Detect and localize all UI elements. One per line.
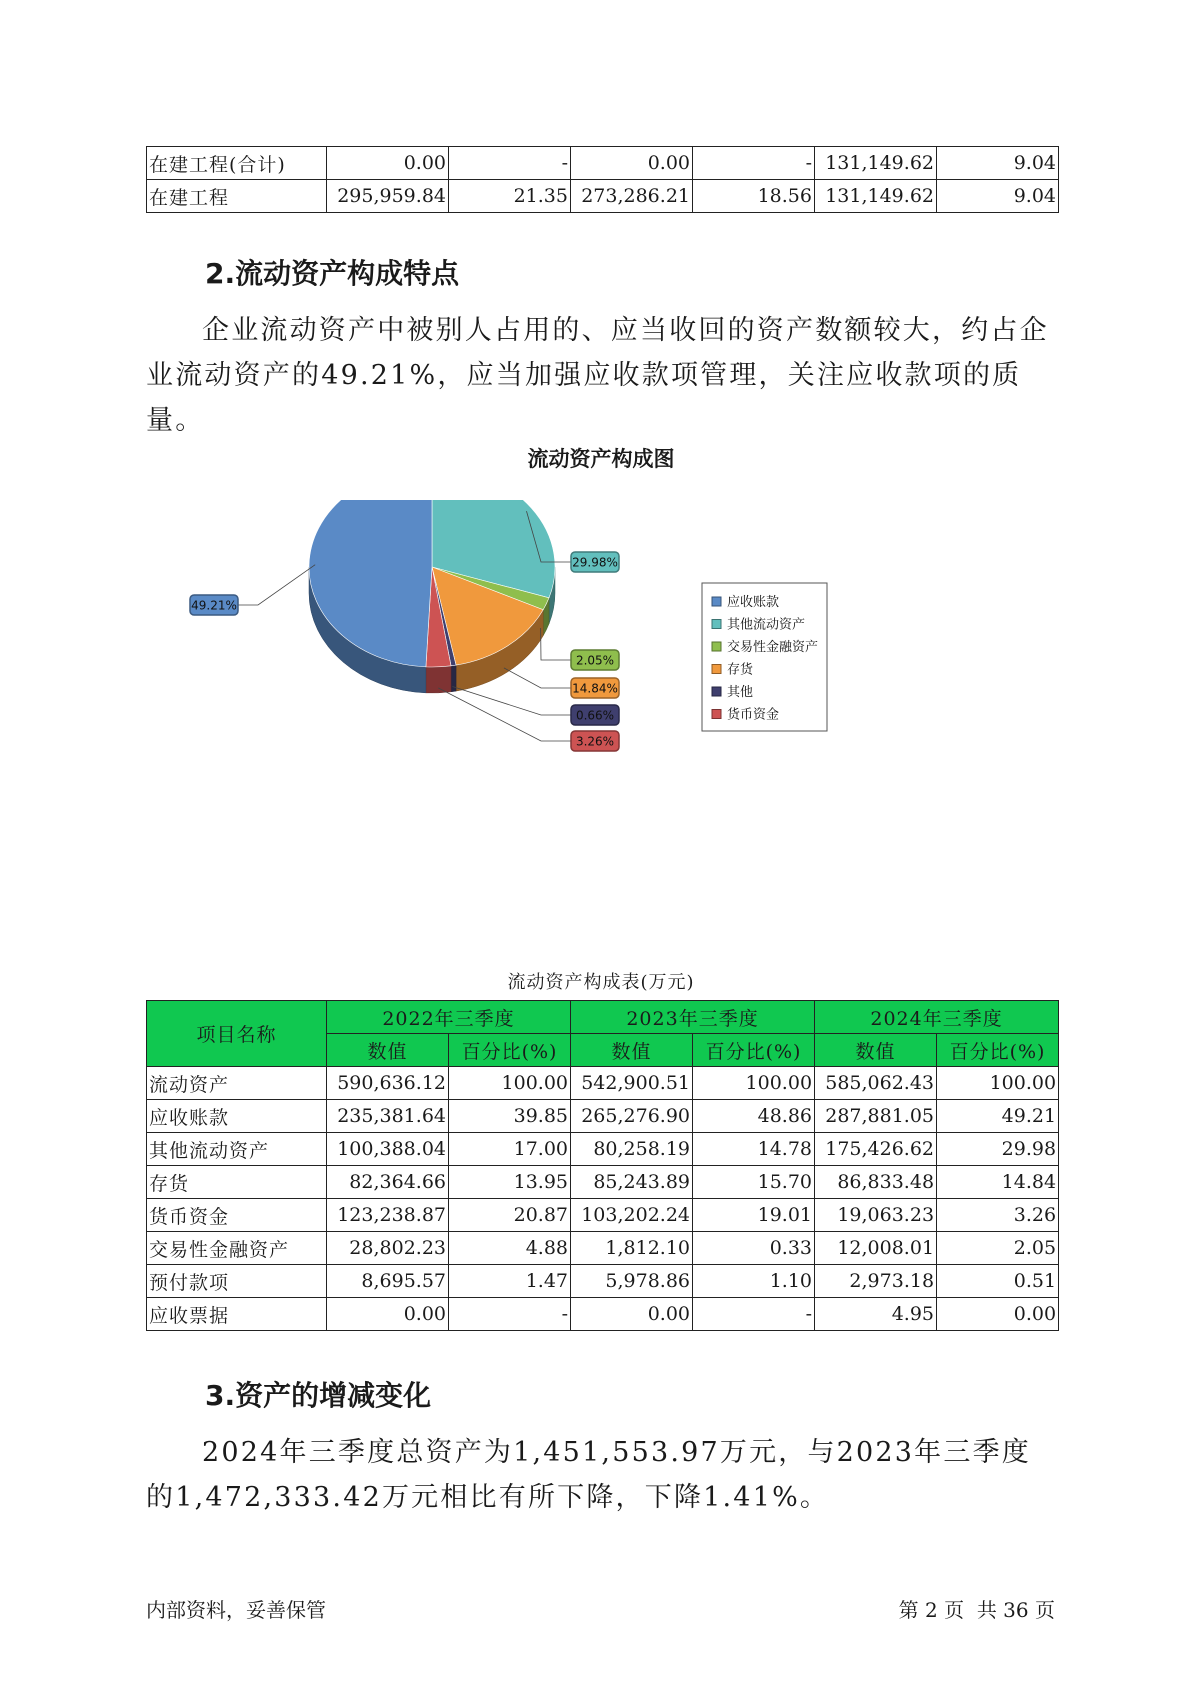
leader-line: [438, 688, 571, 741]
table-cell: 39.85: [449, 1100, 571, 1133]
table-cell: 590,636.12: [327, 1067, 449, 1100]
row-label: 预付款项: [147, 1265, 327, 1298]
construction-table-body: [147, 147, 1059, 213]
table-cell: 0.00: [327, 1298, 449, 1331]
table-cell: 12,008.01: [815, 1232, 937, 1265]
subheader-value: 数值: [815, 1034, 937, 1067]
table-row: [147, 1199, 1059, 1232]
table-cell: -: [449, 147, 571, 180]
data-label: 29.98%: [572, 555, 618, 570]
table-cell: 85,243.89: [571, 1166, 693, 1199]
table-cell: 82,364.66: [327, 1166, 449, 1199]
table-cell: -: [449, 1298, 571, 1331]
table-cell: 48.86: [693, 1100, 815, 1133]
header-year-2024: 2024年三季度: [815, 1001, 1059, 1034]
table-cell: 13.95: [449, 1166, 571, 1199]
table-row: [147, 1298, 1059, 1331]
table-cell: 100,388.04: [327, 1133, 449, 1166]
row-label: 存货: [147, 1166, 327, 1199]
table-cell: 131,149.62: [815, 147, 937, 180]
table-cell: 100.00: [449, 1067, 571, 1100]
subheader-percent: 百分比(%): [937, 1034, 1059, 1067]
row-label: 应收账款: [147, 1100, 327, 1133]
footer-page-number: 第 2 页 共 36 页: [898, 1598, 1055, 1622]
table-cell: 0.00: [327, 147, 449, 180]
table-cell: 4.95: [815, 1298, 937, 1331]
leader-line: [238, 565, 315, 605]
table-cell: 123,238.87: [327, 1199, 449, 1232]
legend-swatch: [712, 620, 721, 629]
data-label: 49.21%: [191, 598, 237, 613]
table-cell: 86,833.48: [815, 1166, 937, 1199]
table-cell: -: [693, 1298, 815, 1331]
leader-line: [452, 687, 571, 715]
table-cell: 9.04: [937, 180, 1059, 213]
header-year-2023: 2023年三季度: [571, 1001, 815, 1034]
leader-line: [504, 668, 571, 688]
table-cell: 273,286.21: [571, 180, 693, 213]
table-cell: 2,973.18: [815, 1265, 937, 1298]
table-cell: 9.04: [937, 147, 1059, 180]
row-label: 应收票据: [147, 1298, 327, 1331]
table-cell: 265,276.90: [571, 1100, 693, 1133]
table-cell: 14.84: [937, 1166, 1059, 1199]
legend-swatch: [712, 597, 721, 606]
table-cell: 8,695.57: [327, 1265, 449, 1298]
table-cell: 100.00: [693, 1067, 815, 1100]
footer-left: 内部资料，妥善保管: [146, 1598, 326, 1622]
table-cell: 0.00: [937, 1298, 1059, 1331]
table-cell: 49.21: [937, 1100, 1059, 1133]
current-assets-table: [146, 1000, 1059, 1331]
pie-slice-side: [426, 666, 451, 693]
table-header-row: [147, 1001, 1059, 1034]
subheader-value: 数值: [327, 1034, 449, 1067]
section-2-heading: 2.流动资产构成特点: [205, 257, 460, 290]
table-row: [147, 1232, 1059, 1265]
legend-label: 交易性金融资产: [727, 640, 819, 655]
table-cell: 295,959.84: [327, 180, 449, 213]
section-2-paragraph: 企业流动资产中被别人占用的、应当收回的资产数额较大，约占企业流动资产的49.21%，应当加强应收款项管理，关注应收款项的质量。: [146, 315, 1049, 436]
table-cell: 14.78: [693, 1133, 815, 1166]
table-cell: 28,802.23: [327, 1232, 449, 1265]
legend-label: 存货: [727, 662, 754, 678]
table-cell: 2.05: [937, 1232, 1059, 1265]
table-row: [147, 180, 1059, 213]
leader-line: [541, 628, 571, 660]
table-cell: 19.01: [693, 1199, 815, 1232]
table-cell: 131,149.62: [815, 180, 937, 213]
table-row: [147, 1133, 1059, 1166]
table-cell: 18.56: [693, 180, 815, 213]
table-row: [147, 1265, 1059, 1298]
table-cell: 20.87: [449, 1199, 571, 1232]
row-label: 流动资产: [147, 1067, 327, 1100]
data-label: 3.26%: [575, 734, 615, 749]
header-year-2022: 2022年三季度: [327, 1001, 571, 1034]
legend-label: 应收账款: [727, 595, 780, 610]
construction-table: [146, 146, 1059, 213]
row-label: 在建工程: [147, 180, 327, 213]
legend-label: 其他: [727, 685, 754, 700]
row-label: 其他流动资产: [147, 1133, 327, 1166]
table-cell: 235,381.64: [327, 1100, 449, 1133]
current-assets-table-body: [147, 1067, 1059, 1331]
legend-label: 其他流动资产: [727, 617, 806, 633]
table-row: [147, 1067, 1059, 1100]
subheader-percent: 百分比(%): [449, 1034, 571, 1067]
table-cell: 287,881.05: [815, 1100, 937, 1133]
section-3-heading: 3.资产的增减变化: [205, 1379, 432, 1412]
table-cell: 80,258.19: [571, 1133, 693, 1166]
legend-label: 货币资金: [727, 707, 780, 723]
table-cell: 4.88: [449, 1232, 571, 1265]
subheader-percent: 百分比(%): [693, 1034, 815, 1067]
table-cell: 1.10: [693, 1265, 815, 1298]
table-cell: 100.00: [937, 1067, 1059, 1100]
row-label: 在建工程(合计): [147, 147, 327, 180]
table-row: [147, 1100, 1059, 1133]
data-label: 14.84%: [572, 681, 618, 696]
legend-swatch: [712, 665, 721, 674]
table-cell: 0.51: [937, 1265, 1059, 1298]
legend-swatch: [712, 687, 721, 696]
table-cell: 585,062.43: [815, 1067, 937, 1100]
row-label: 交易性金融资产: [147, 1232, 327, 1265]
table-cell: 21.35: [449, 180, 571, 213]
subheader-value: 数值: [571, 1034, 693, 1067]
section-3-paragraph: 2024年三季度总资产为1,451,553.97万元，与2023年三季度的1,472,333.42万元相比有所下降，下降1.41%。: [146, 1437, 1031, 1513]
table-cell: 29.98: [937, 1133, 1059, 1166]
table-cell: 19,063.23: [815, 1199, 937, 1232]
table-cell: 3.26: [937, 1199, 1059, 1232]
table-row: [147, 1166, 1059, 1199]
table-cell: 5,978.86: [571, 1265, 693, 1298]
legend-swatch: [712, 642, 721, 651]
table-cell: 1.47: [449, 1265, 571, 1298]
table-cell: 15.70: [693, 1166, 815, 1199]
table-cell: 542,900.51: [571, 1067, 693, 1100]
data-label: 2.05%: [575, 653, 615, 668]
chart-title: 流动资产构成图: [527, 447, 675, 471]
row-label: 货币资金: [147, 1199, 327, 1232]
legend-swatch: [712, 710, 721, 719]
table-row: [147, 147, 1059, 180]
table-cell: 0.00: [571, 1298, 693, 1331]
table-cell: 0.33: [693, 1232, 815, 1265]
table-cell: 17.00: [449, 1133, 571, 1166]
table-cell: -: [693, 147, 815, 180]
table-caption: 流动资产构成表(万元): [507, 972, 695, 993]
table-cell: 0.00: [571, 147, 693, 180]
header-item-name: 项目名称: [147, 1001, 327, 1067]
pie-chart: [0, 500, 1191, 820]
table-cell: 103,202.24: [571, 1199, 693, 1232]
table-cell: 175,426.62: [815, 1133, 937, 1166]
data-label: 0.66%: [575, 708, 615, 723]
table-cell: 1,812.10: [571, 1232, 693, 1265]
